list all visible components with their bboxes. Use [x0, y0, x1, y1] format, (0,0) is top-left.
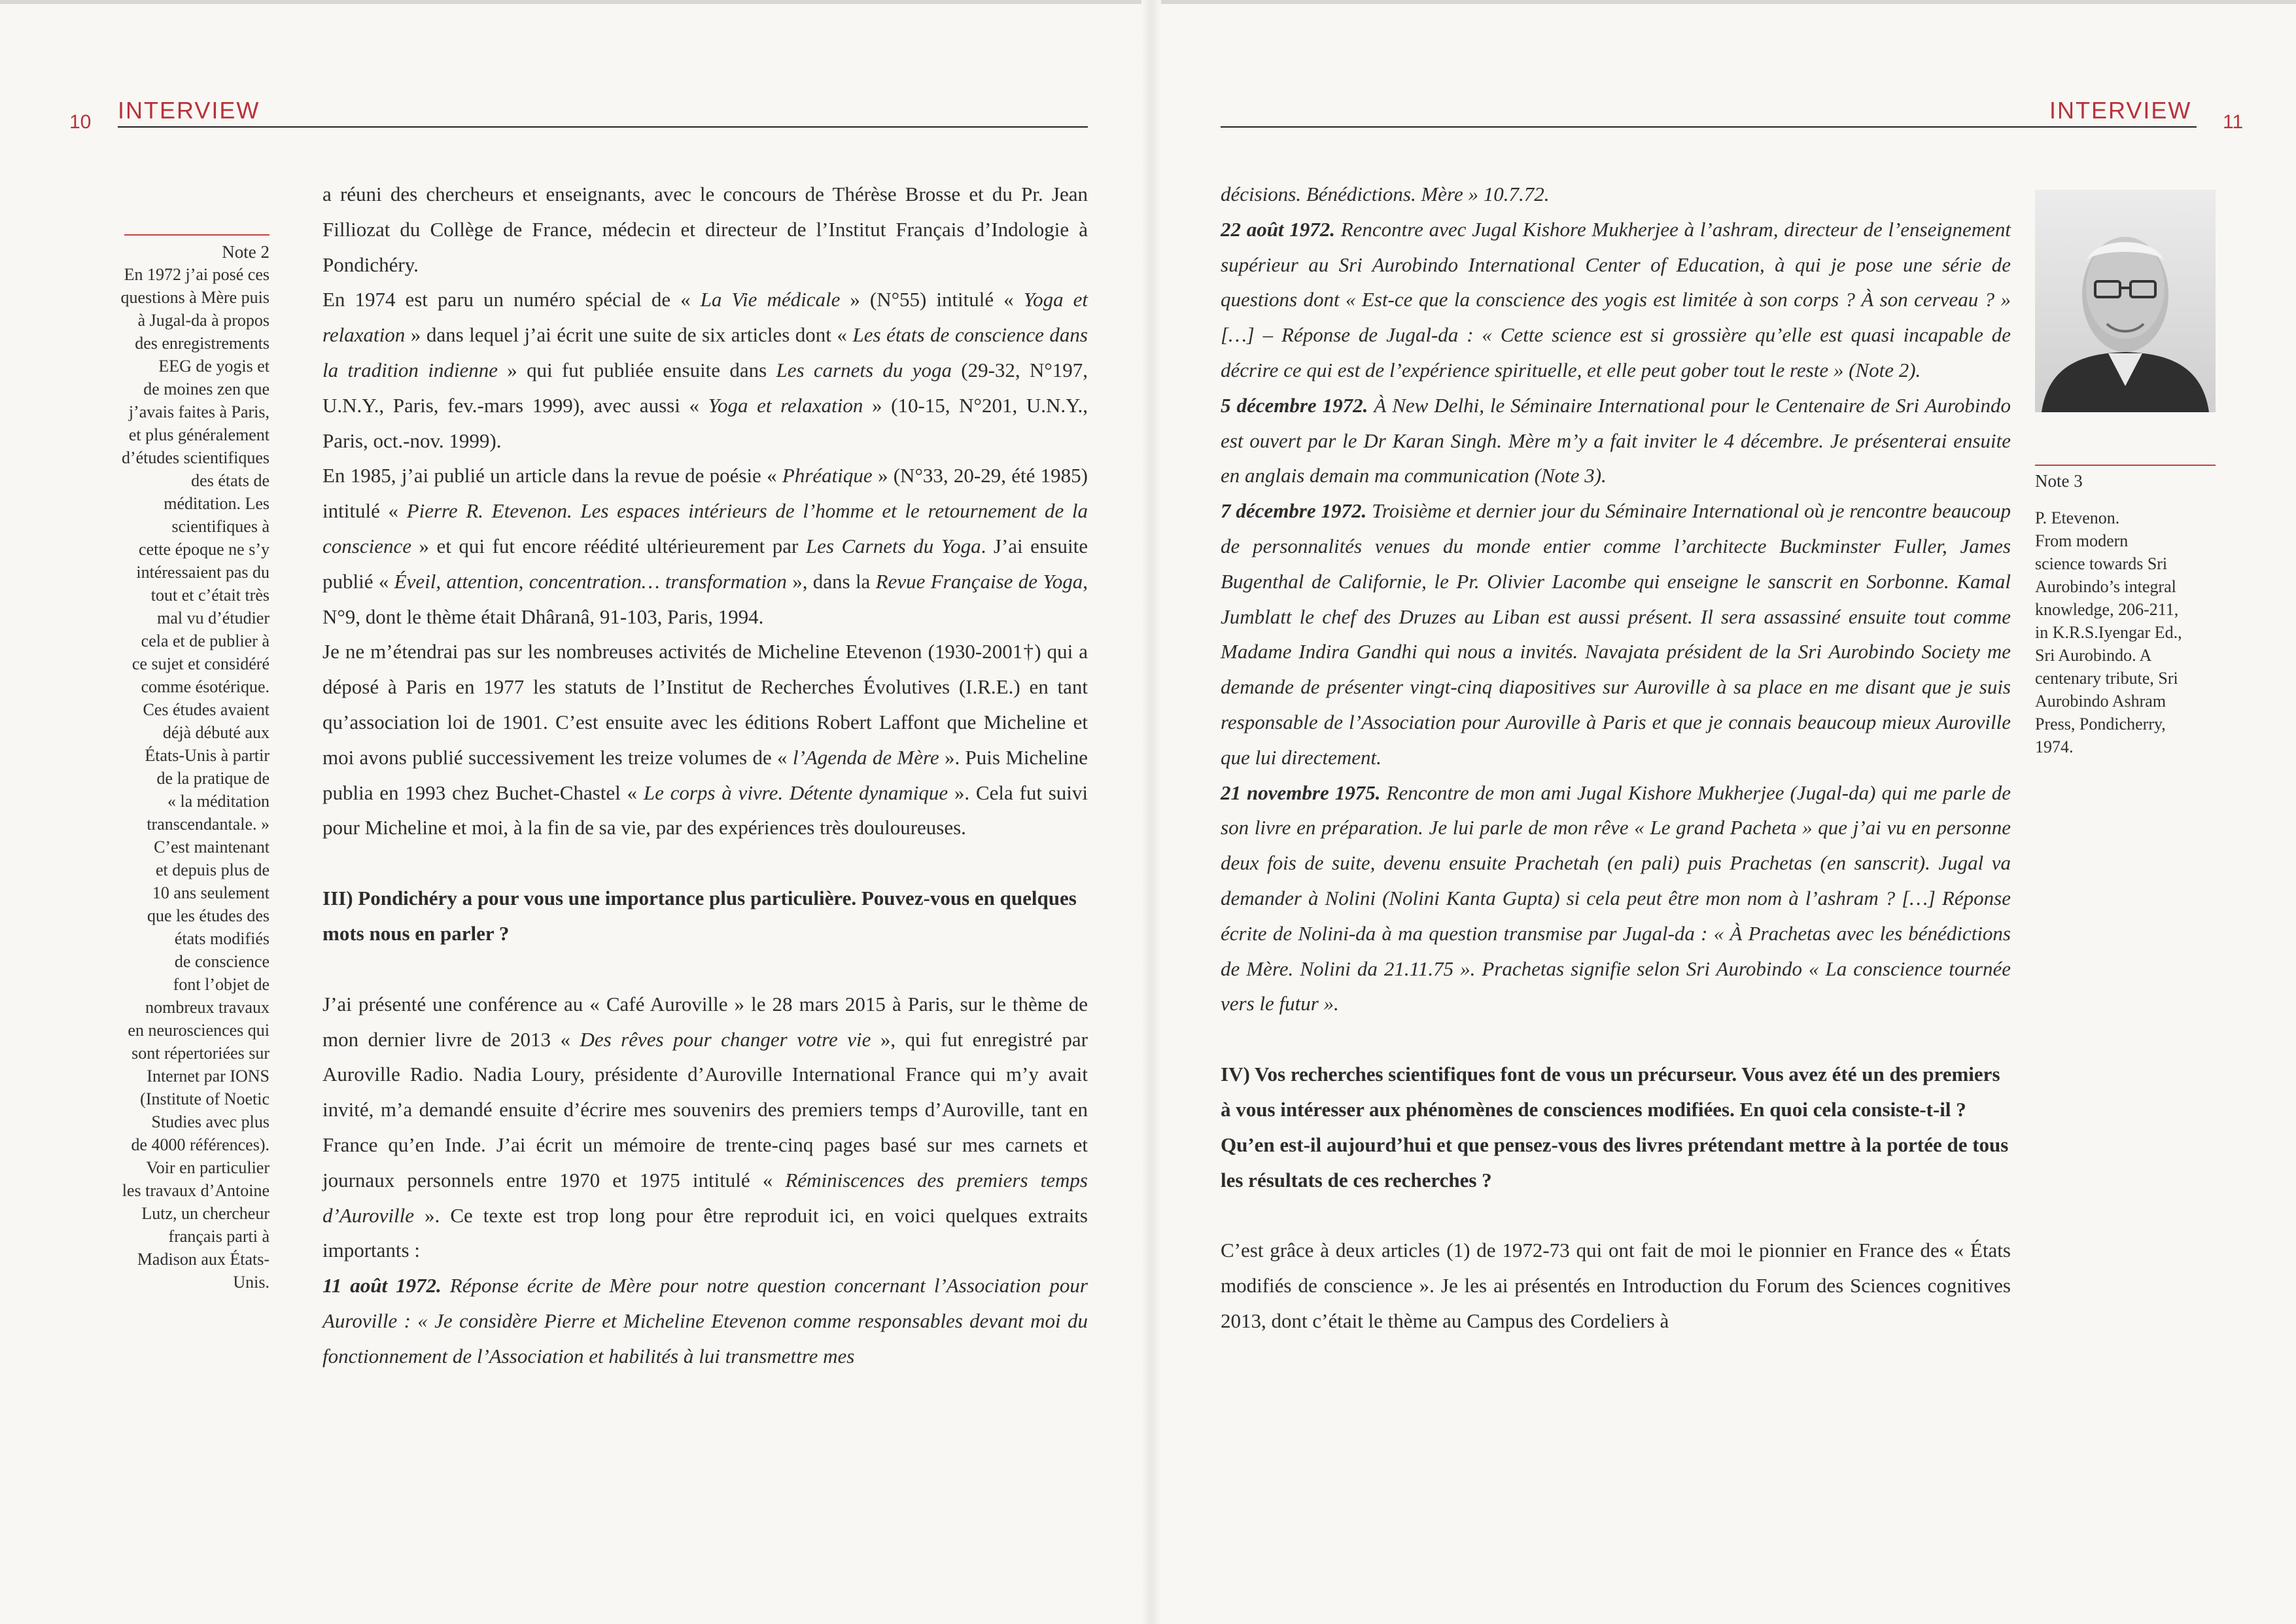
text-run: » et qui fut encore réédité ultérieurement par — [411, 534, 806, 557]
note-line: Aurobindo’s integral — [2035, 577, 2176, 596]
note-line: et plus généralement — [128, 425, 270, 444]
text-run: 22 août 1972. — [1221, 217, 1335, 241]
portrait-photo — [2035, 190, 2216, 412]
paragraph — [322, 177, 1088, 282]
text-run: Le corps à vivre. Détente dynamique — [643, 781, 948, 804]
note-line: centenary tribute, Sri — [2035, 669, 2178, 688]
text-run: Rencontre de mon ami Jugal Kishore Mukherjee (Jugal-da) qui me parle de son livre en préparation. Je lui parle de mon rêve « Le grand Pacheta » que j’ai vu en personne deux fois de suite, devenu ensuite Prachetah (en pali) puis Prachetas (en sanscrit). Jugal va demander à Nolini (Nolini Kanta Gupta) si cela peut être mon nom à l’ashram ? […] Réponse écrite de Nolini-da à ma question transmise par Jugal-da : « À Prachetas avec les bénédictions de Mère. Nolini da 21.11.75 ». Prachetas signifie selon Sri Aurobindo « La conscience tournée vers le futur ». — [1221, 781, 2011, 1015]
note-line: Sri Aurobindo. A — [2035, 646, 2152, 665]
header-rule — [118, 126, 1088, 128]
note-line: knowledge, 206-211, — [2035, 600, 2179, 619]
note-line: transcendantale. » — [147, 815, 270, 834]
note-line: Studies avec plus — [151, 1112, 270, 1131]
page-number: 10 — [69, 111, 92, 133]
note-line: méditation. Les — [164, 494, 270, 513]
section-title: INTERVIEW — [118, 97, 260, 124]
text-run: a réuni des chercheurs et enseignants, avec le concours de Thérèse Brosse et du Pr. Jean Filliozat du Collège de France, médecin et directeur de l’Institut Français d’Indologie à Pondichéry. — [322, 183, 1088, 276]
text-run: » (N°33, 20-29, été 1985) intitulé « — [322, 464, 1088, 523]
text-run: La Vie médicale — [700, 288, 841, 311]
note-line: sont répertoriées sur — [131, 1044, 270, 1063]
note-line: et depuis plus de — [155, 860, 270, 879]
note-line: in K.R.S.Iyengar Ed., — [2035, 623, 2182, 642]
note-rule — [124, 234, 270, 236]
text-run: Éveil, attention, concentration… transformation — [394, 569, 787, 593]
note-line: de conscience — [174, 952, 270, 971]
text-run: », dans la — [786, 569, 876, 593]
text-run: À New Delhi, le Séminaire International pour le Centenaire de Sri Aurobindo est ouvert par le Dr Karan Singh. Mère m’y a fait inviter le 4 décembre. Je présenterai ensuite en anglais demain ma communication (Note 3). — [1221, 393, 2011, 487]
text-run: En 1974 est paru un numéro spécial de « — [322, 288, 701, 311]
text-run: ». Cela fut suivi pour Micheline et moi, à la fin de sa vie, par des expériences très douloureuses. — [322, 781, 1088, 839]
paragraph — [1221, 493, 2011, 775]
note-line: Voir en particulier — [146, 1158, 270, 1177]
note-line: From modern — [2035, 531, 2129, 550]
note-line: de 4000 références). — [131, 1135, 270, 1154]
note-line: déjà débuté aux — [162, 723, 270, 742]
note-line: intéressaient pas du — [136, 563, 270, 582]
paragraph — [322, 634, 1088, 845]
text-run: Les états de conscience dans la tradition indienne — [322, 323, 1088, 381]
paragraph — [1221, 388, 2011, 493]
paragraph — [322, 987, 1088, 1268]
text-run: Réminiscences des premiers temps d’Auroville — [322, 1168, 1088, 1227]
text-run: décisions. Bénédictions. Mère » 10.7.72. — [1221, 183, 1550, 205]
header-rule — [1221, 126, 2197, 128]
paragraph — [1221, 212, 2011, 388]
text-run: Pierre R. Etevenon. Les espaces intérieurs de l’homme et le retournement de la conscience — [322, 499, 1088, 557]
text-run: Les carnets du yoga — [776, 358, 952, 381]
text-run: Je ne m’étendrai pas sur les nombreuses activités de Micheline Etevenon (1930-2001†) qui a déposé à Paris en 1977 les statuts de l’Institut de Recherches Évolutives (I.R.E.) en tant qu’association loi de 1901. C’est ensuite avec les éditions Robert Laffont que Micheline et moi avons publié successivement les treize volumes de « — [322, 640, 1088, 769]
note-rule — [2035, 465, 2216, 466]
text-run: Rencontre avec Jugal Kishore Mukherjee à l’ashram, directeur de l’enseignement supérieur au Sri Aurobindo International Center of Education, à qui je pose une série de questions dont « Est-ce que la conscience des yogis est limitée à son corps ? À son cerveau ? » […] – Réponse de Jugal-da : « Cette science est si grossière qu’elle est quasi incapable de décrire ce qui est de l’expérience spirituelle, et elle peut gober tout le reste » (Note 2). — [1221, 217, 2011, 381]
text-run: (29-32, N°197, U.N.Y., Paris, fev.-mars 1999), avec aussi « — [322, 358, 1088, 417]
text-run: , N°9, dont le thème était Dhâranâ, 91-103, Paris, 1994. — [322, 569, 1088, 628]
portrait-icon — [2035, 190, 2216, 412]
text-run: 11 août 1972. — [322, 1274, 442, 1297]
question-heading: IV) Vos recherches scientifiques font de vous un précurseur. Vous avez été un des premiers à vous intéresser aux phénomènes de consciences modifiées. En quoi cela consiste-t-il ? Qu’en est-il aujourd’hui et que pensez-vous des livres prétendant mettre à la portée de tous les résultats de ces recherches ? — [1221, 1063, 2009, 1192]
main-column — [322, 177, 1088, 1374]
note-line: états modifiés — [174, 929, 270, 948]
text-run: Phréatique — [782, 464, 873, 487]
note-line: en neurosciences qui — [128, 1021, 270, 1040]
note-line: cette époque ne s’y — [139, 540, 270, 559]
text-run: . J’ai ensuite publié « — [322, 534, 1088, 593]
text-run: En 1985, j’ai publié un article dans la revue de poésie « — [322, 464, 782, 487]
note-line: « la méditation — [167, 792, 270, 811]
side-note — [39, 241, 270, 1294]
note-line: à Jugal-da à propos — [137, 311, 270, 330]
text-run: » qui fut publiée ensuite dans — [497, 358, 776, 381]
note-line: ce sujet et considéré — [131, 654, 270, 673]
paragraph — [1221, 177, 2011, 212]
note-line: États-Unis à partir — [145, 746, 270, 765]
note-line: Lutz, un chercheur — [141, 1204, 270, 1223]
text-run: 21 novembre 1975. — [1221, 781, 1381, 804]
note-line: font l’objet de — [173, 975, 270, 994]
note-line: EEG de yogis et — [158, 357, 270, 376]
text-run: » dans lequel j’ai écrit une suite de six articles dont « — [405, 323, 853, 347]
note-line: En 1972 j’ai posé ces — [124, 265, 270, 284]
paragraph — [322, 282, 1088, 458]
text-run: ». Puis Micheline publia en 1993 chez Buchet-Chastel « — [322, 745, 1088, 804]
text-run: Réponse écrite de Mère pour notre question concernant l’Association pour Auroville : « Je considère Pierre et Micheline Etevenon comme responsables devant moi du fonctionnement de l’Association et habilités à lui transmettre mes — [322, 1274, 1088, 1368]
text-run: Yoga et relaxation — [322, 288, 1088, 347]
text-run: 7 décembre 1972. — [1221, 499, 1367, 523]
main-column — [1221, 177, 2011, 1339]
note-body — [2035, 506, 2231, 758]
note-line: comme ésotérique. — [141, 677, 270, 696]
section-title: INTERVIEW — [2049, 97, 2192, 124]
text-run: Les Carnets du Yoga — [805, 534, 981, 557]
text-run: Yoga et relaxation — [708, 393, 863, 417]
note-line: les travaux d’Antoine — [122, 1181, 270, 1200]
text-run: Revue Française de Yoga — [875, 569, 1083, 593]
text-run: 5 décembre 1972. — [1221, 393, 1368, 417]
text-run: », qui fut enregistré par Auroville Radio. Nadia Loury, présidente d’Auroville International France qui m’y avait invité, m’a demandé ensuite d’écrire mes souvenirs des premiers temps d’Auroville, tant en France qu’en Inde. J’ai écrit un mémoire de trente-cinq pages basé sur mes carnets et journaux personnels entre 1970 et 1975 intitulé « — [322, 1027, 1088, 1192]
text-run: ». Ce texte est trop long pour être reproduit ici, en voici quelques extraits importants : — [322, 1203, 1088, 1262]
paragraph — [1221, 775, 2011, 1022]
note-line: tout et c’était très — [150, 586, 270, 605]
note-title: Note 3 — [2035, 471, 2083, 491]
text-run: l’Agenda de Mère — [792, 745, 939, 769]
note-line: de moines zen que — [143, 380, 270, 398]
note-line: nombreux travaux — [145, 998, 270, 1017]
page-number: 11 — [2223, 111, 2244, 133]
note-line: de la pratique de — [156, 769, 270, 788]
note-line: que les études des — [147, 906, 270, 925]
note-line: cela et de publier à — [141, 631, 270, 650]
note-line: Unis. — [233, 1273, 270, 1292]
note-line: Ces études avaient — [143, 700, 270, 719]
text-run: » (10-15, N°201, U.N.Y., Paris, oct.-nov. 1999). — [322, 393, 1088, 452]
paragraph — [322, 1268, 1088, 1373]
note-line: science towards Sri — [2035, 554, 2168, 573]
text-run: Des rêves pour changer votre vie — [580, 1027, 871, 1051]
paragraph — [1221, 1233, 2011, 1338]
note-line: P. Etevenon. — [2035, 508, 2120, 527]
note-line: 10 ans seulement — [152, 883, 270, 902]
text-run: J’ai présenté une conférence au « Café Auroville » le 28 mars 2015 à Paris, sur le thème de mon dernier livre de 2013 « — [322, 992, 1088, 1051]
note-line: Madison aux États- — [137, 1250, 270, 1269]
note-line: scientifiques à — [171, 517, 270, 536]
text-run: » (N°55) intitulé « — [840, 288, 1024, 311]
note-line: français parti à — [168, 1227, 270, 1246]
note-line: Internet par IONS — [147, 1067, 270, 1086]
note-line: des enregistrements — [135, 334, 270, 353]
note-line: mal vu d’étudier — [157, 609, 270, 627]
note-line: (Institute of Noetic — [140, 1089, 270, 1108]
note-line: Press, Pondicherry, — [2035, 715, 2166, 733]
note-line: C’est maintenant — [154, 838, 270, 856]
question-heading: III) Pondichéry a pour vous une importance plus particulière. Pouvez-vous en quelques mots nous en parler ? — [322, 887, 1077, 945]
note-line: questions à Mère puis — [120, 288, 270, 307]
paragraph — [322, 458, 1088, 634]
note-line: Aurobindo Ashram — [2035, 692, 2166, 711]
note-line: 1974. — [2035, 737, 2074, 756]
text-run: C’est grâce à deux articles (1) de 1972-73 qui ont fait de moi le pionnier en France des « États modifiés de conscience ». Je les ai présentés en Introduction du Forum des Sciences cognitives 2013, dont c’était le thème au Campus des Cordeliers à — [1221, 1239, 2011, 1332]
text-run: Troisième et dernier jour du Séminaire International où je rencontre beaucoup de personnalités venues du monde entier comme l’architecte Buckminster Fuller, James Bugenthal de Californie, le Pr. Olivier Lacombe qui enseigne le sanscrit en Sorbonne. Kamal Jumblatt le chef des Druzes au Liban est aussi présent. Il sera assassiné ensuite tout comme Madame Indira Gandhi qui nous a invités. Navajata président de la Sri Aurobindo Society me demande de présenter vingt-cinq diapositives sur Auroville à sa place en me disant que je suis responsable de l’Association pour Auroville à Paris et que je connais beaucoup mieux Auroville que lui directement. — [1221, 499, 2011, 769]
note-line: d’études scientifiques — [122, 448, 270, 467]
note-title: Note 2 — [222, 242, 270, 262]
note-body — [39, 263, 270, 1294]
note-line: j’avais faites à Paris, — [128, 402, 270, 421]
note-line: des états de — [191, 471, 270, 490]
side-note — [2035, 470, 2231, 758]
